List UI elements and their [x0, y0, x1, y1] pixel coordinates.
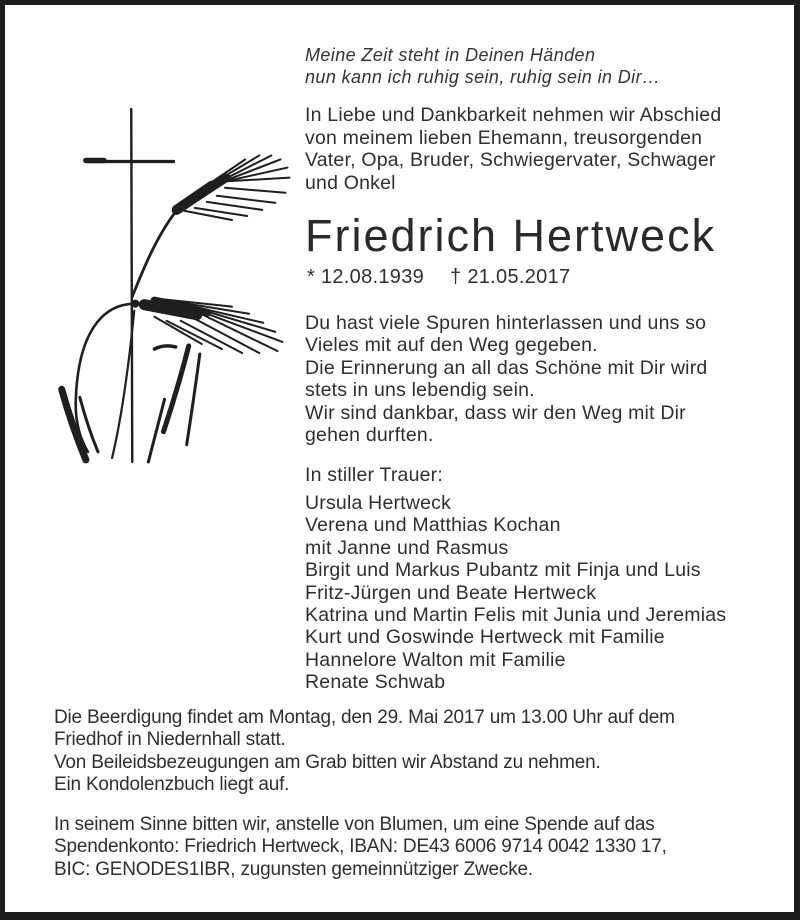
text-line: Birgit und Markus Pubantz mit Finja und Luis: [305, 559, 701, 582]
text-line: Ursula Hertweck: [305, 492, 452, 514]
funeral-info: [54, 707, 675, 797]
text-line: Die Erinnerung an all das Schöne mit Dir wird: [305, 356, 708, 379]
text-line: Wir sind dankbar, dass wir den Weg mit Dir: [305, 401, 686, 424]
text-line: Meine Zeit steht in Deinen Händen: [305, 45, 596, 65]
text-line: gehen durften.: [305, 424, 434, 447]
text-line: Du hast viele Spuren hinterlassen und uns so: [305, 312, 707, 334]
text-line: Vater, Opa, Bruder, Schwiegervater, Schwager: [305, 149, 716, 171]
text-line: In seinem Sinne bitten wir, anstelle von Blumen, um eine Spende auf das: [54, 814, 655, 835]
text-line: und Onkel: [305, 171, 396, 194]
text-line: Ein Kondolenzbuch liegt auf.: [54, 774, 290, 796]
text-line: BIC: GENODES1IBR, zugunsten gemeinnütziger Zwecke.: [54, 858, 533, 880]
mourning-label: In stiller Trauer:: [305, 464, 443, 486]
text-line: Verena und Matthias Kochan: [305, 514, 561, 537]
text-line: Fritz-Jürgen und Beate Hertweck: [305, 581, 597, 604]
text-line: In Liebe und Dankbarkeit nehmen wir Abschied: [305, 104, 722, 126]
donation-info: [54, 814, 667, 881]
quote: [305, 44, 660, 88]
text-line: Renate Schwab: [305, 671, 446, 694]
text-line: Vieles mit auf den Weg gegeben.: [305, 334, 598, 357]
deceased-name: Friedrich Hertweck: [305, 210, 717, 261]
text-line: Spendenkonto: Friedrich Hertweck, IBAN: DE43 6006 9714 0042 1330 17,: [54, 836, 667, 858]
death-date: † 21.05.2017: [450, 266, 571, 288]
text-line: Kurt und Goswinde Hertweck mit Familie: [305, 626, 665, 649]
text-line: von meinem lieben Ehemann, treusorgenden: [305, 126, 703, 149]
mourners-list: [305, 492, 726, 694]
text-line: Die Beerdigung findet am Montag, den 29. Mai 2017 um 13.00 Uhr auf dem: [54, 707, 675, 728]
text-line: Katrina und Martin Felis mit Junia und Jeremias: [305, 604, 727, 627]
birth-date: * 12.08.1939: [307, 266, 425, 288]
text-line: stets in uns lebendig sein.: [305, 379, 535, 402]
tribute-text: [305, 312, 707, 446]
life-dates: [307, 265, 570, 289]
intro-text: [305, 104, 721, 194]
cross-and-wheat-icon: [35, 97, 293, 475]
text-line: nun kann ich ruhig sein, ruhig sein in Dir…: [305, 67, 661, 87]
text-line: mit Janne und Rasmus: [305, 536, 509, 559]
cross-and-wheat-art: [35, 97, 293, 475]
text-line: Hannelore Walton mit Familie: [305, 648, 566, 671]
text-line: Friedhof in Niedernhall statt.: [54, 729, 286, 751]
text-line: Von Beileidsbezeugungen am Grab bitten wir Abstand zu nehmen.: [54, 751, 601, 773]
